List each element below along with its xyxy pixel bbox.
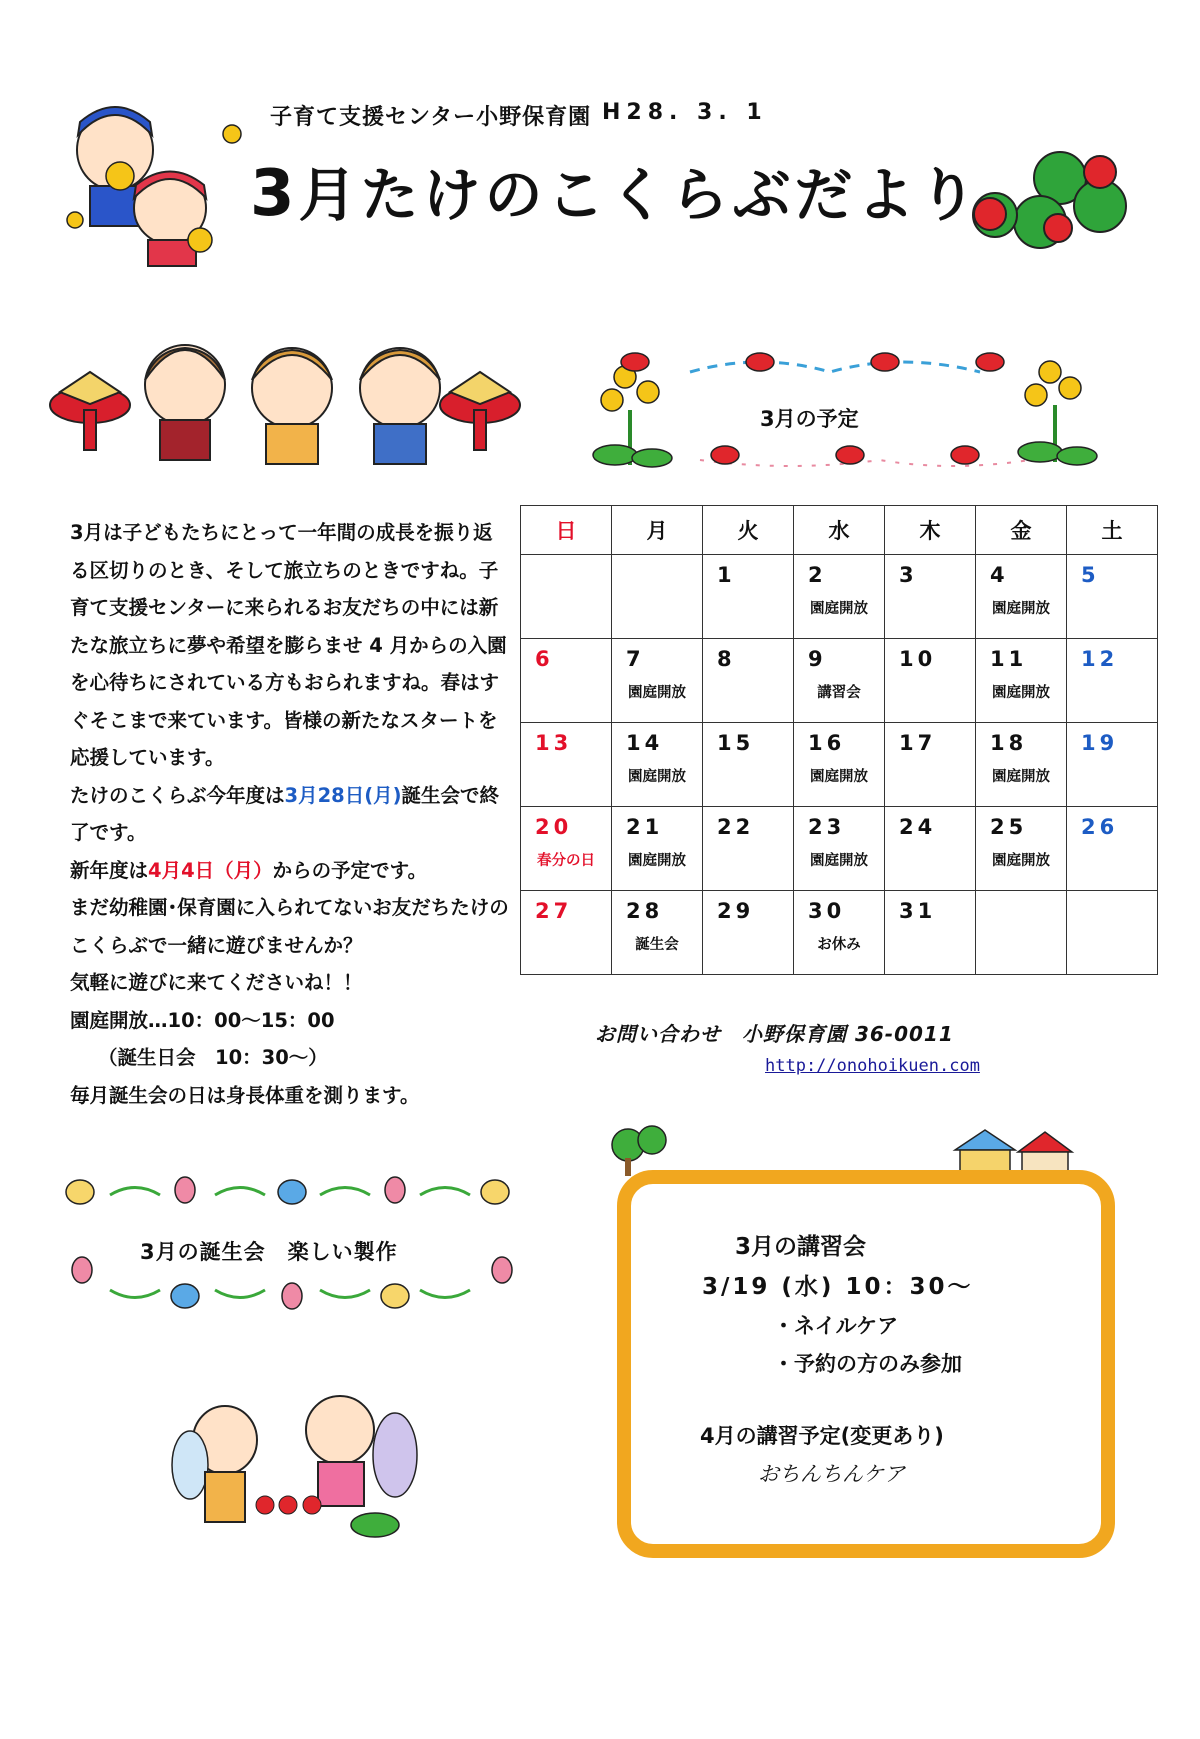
calendar-day-cell (703, 555, 794, 639)
day-number (1067, 891, 1157, 929)
start-date-prefix: 新年度は (70, 858, 149, 882)
calendar-day-cell (976, 555, 1067, 639)
day-number: 3 (899, 563, 918, 587)
bee-kids-illustration (172, 1396, 417, 1537)
day-note (703, 677, 793, 681)
calendar-day-cell (612, 639, 703, 723)
day-number: 15 (717, 731, 755, 755)
day-number: 19 (1081, 731, 1119, 755)
day-note (1067, 845, 1157, 849)
contact-info: お問い合わせ 小野保育園 36-0011 (595, 1022, 954, 1046)
day-note: 春分の日 (537, 853, 595, 869)
calendar-week-row (521, 723, 1158, 807)
calendar-day-cell (612, 723, 703, 807)
calendar (520, 505, 1158, 975)
calendar-day-cell (703, 807, 794, 891)
website-link[interactable]: http://onohoikuen.com (765, 1056, 980, 1076)
lecture-title: 3月の講習会 (735, 1234, 867, 1260)
birthday-label: 3月の誕生会 楽しい製作 (140, 1240, 398, 1264)
day-note (703, 845, 793, 849)
calendar-day-cell (1067, 723, 1158, 807)
day-note: 誕生会 (635, 937, 679, 953)
day-number (521, 555, 611, 593)
calendar-week-row (521, 555, 1158, 639)
measurement-note: 毎月誕生会の日は身長体重を測ります。 (70, 1083, 420, 1107)
weekday-header: 水 (794, 506, 885, 555)
day-note (703, 929, 793, 933)
intro-paragraph-2 (50, 777, 510, 852)
day-number: 16 (808, 731, 846, 755)
day-number: 18 (990, 731, 1028, 755)
end-date-suffix: 誕生会で終了です。 (70, 783, 500, 844)
calendar-day-cell (885, 807, 976, 891)
day-number: 4 (990, 563, 1009, 587)
day-number: 10 (899, 647, 937, 671)
day-number: 25 (990, 815, 1028, 839)
day-number: 24 (899, 815, 937, 839)
day-number: 17 (899, 731, 937, 755)
day-note (521, 761, 611, 765)
day-number: 28 (626, 899, 664, 923)
calendar-day-cell (521, 807, 612, 891)
kids-with-flowers-illustration (67, 107, 241, 266)
day-number: 22 (717, 815, 755, 839)
title-text: 月たけのこくらぶだより (298, 161, 981, 229)
next-lecture-title: 4月の講習予定(変更あり) (700, 1424, 944, 1448)
calendar-day-cell (1067, 555, 1158, 639)
day-note (1067, 761, 1157, 765)
calendar-day-cell (521, 723, 612, 807)
day-note: 園庭開放 (628, 769, 686, 785)
day-number: 20 (535, 815, 573, 839)
calendar-day-cell (885, 639, 976, 723)
day-note (1067, 929, 1157, 933)
organization-name: 子育て支援センター小野保育園 (270, 105, 592, 130)
issue-date: H28. 3. 1 (602, 100, 768, 125)
day-note (885, 593, 975, 597)
calendar-week-row (521, 807, 1158, 891)
day-note (612, 593, 702, 597)
day-note: 園庭開放 (992, 601, 1050, 617)
calendar-day-cell (885, 555, 976, 639)
calendar-day-cell (794, 807, 885, 891)
calendar-day-cell (703, 723, 794, 807)
day-note (885, 677, 975, 681)
calendar-day-cell (521, 639, 612, 723)
day-number: 30 (808, 899, 846, 923)
day-note (885, 845, 975, 849)
day-note: 園庭開放 (628, 685, 686, 701)
calendar-day-cell (794, 555, 885, 639)
day-number: 29 (717, 899, 755, 923)
day-note (1067, 677, 1157, 681)
day-note: 園庭開放 (810, 601, 868, 617)
intro-text (50, 514, 510, 1114)
day-note (976, 929, 1066, 933)
calendar-day-cell (976, 723, 1067, 807)
calendar-day-cell (1067, 807, 1158, 891)
title-month-number: 3 (250, 157, 299, 231)
calendar-day-cell (794, 891, 885, 975)
calendar-week-row (521, 639, 1158, 723)
day-number: 7 (626, 647, 645, 671)
day-number (612, 555, 702, 593)
day-note (703, 593, 793, 597)
calendar-day-cell (703, 639, 794, 723)
lecture-item: ・ネイルケア (773, 1314, 899, 1338)
clover-ladybug-illustration (973, 152, 1126, 248)
calendar-day-cell (703, 891, 794, 975)
day-number: 11 (990, 647, 1028, 671)
day-note (885, 929, 975, 933)
next-lecture-topic: おちんちんケア (758, 1462, 905, 1486)
day-note (521, 593, 611, 597)
open-garden-hours: 園庭開放…10：00～15：00 (70, 1008, 335, 1032)
weekday-header: 日 (521, 506, 612, 555)
intro-paragraph-1: 3月は子どもたちにとって一年間の成長を振り返る区切りのとき、そして旅立ちのときですね。子育て支援センターに来られるお友だちの中には新たな旅立ちに夢や希望を膨らませ 4 月からの入園を心待ちにされている方もおられますね。春はすぐそこまで来ています。皆様の新たなスタートを応援しています。 (70, 521, 507, 769)
end-date-prefix: たけのこくらぶ今年度は (70, 783, 285, 807)
calendar-week-row (521, 891, 1158, 975)
calendar-day-cell (976, 807, 1067, 891)
calendar-day-cell (521, 891, 612, 975)
day-number: 27 (535, 899, 573, 923)
day-number: 6 (535, 647, 554, 671)
day-number: 13 (535, 731, 573, 755)
day-number: 31 (899, 899, 937, 923)
day-number: 9 (808, 647, 827, 671)
calendar-day-cell (885, 723, 976, 807)
day-number: 2 (808, 563, 827, 587)
calendar-day-cell (976, 891, 1067, 975)
lecture-time: 3/19 (水) 10：30～ (702, 1274, 974, 1300)
weekday-header: 火 (703, 506, 794, 555)
intro-paragraph-4: まだ幼稚園･保育園に入られてないお友だちたけのこくらぶで一緒に遊びませんか？ (70, 896, 509, 957)
start-date-suffix: からの予定です。 (272, 858, 428, 882)
schedule-label: 3月の予定 (760, 407, 859, 431)
day-note: 園庭開放 (810, 769, 868, 785)
calendar-day-cell (1067, 639, 1158, 723)
day-note: お休み (817, 937, 861, 953)
calendar-day-cell (885, 891, 976, 975)
day-number: 14 (626, 731, 664, 755)
day-number: 5 (1081, 563, 1100, 587)
lecture-item: ・予約の方のみ参加 (773, 1352, 962, 1376)
start-date: 4月4日（月） (148, 858, 273, 882)
day-note: 園庭開放 (992, 769, 1050, 785)
weekday-header: 土 (1067, 506, 1158, 555)
day-note (521, 929, 611, 933)
page-title (250, 148, 981, 232)
calendar-day-cell (794, 723, 885, 807)
calendar-day-cell (612, 807, 703, 891)
day-number (976, 891, 1066, 929)
end-date: 3月28日(月) (284, 783, 402, 807)
day-note (703, 761, 793, 765)
day-number: 26 (1081, 815, 1119, 839)
calendar-day-cell (612, 891, 703, 975)
day-number: 23 (808, 815, 846, 839)
calendar-day-cell (1067, 891, 1158, 975)
day-note (521, 677, 611, 681)
weekday-header: 木 (885, 506, 976, 555)
day-note (885, 761, 975, 765)
hinamatsuri-illustration (50, 345, 520, 464)
day-number: 21 (626, 815, 664, 839)
day-note: 講習会 (817, 685, 861, 701)
birthday-party-time: （誕生日会 10：30～） (98, 1046, 328, 1069)
calendar-day-cell (612, 555, 703, 639)
weekday-header: 月 (612, 506, 703, 555)
intro-paragraph-5: 気軽に遊びに来てくださいね！！ (70, 971, 363, 994)
calendar-day-cell (976, 639, 1067, 723)
day-note (1067, 593, 1157, 597)
calendar-day-cell (521, 555, 612, 639)
calendar-header-row (521, 506, 1158, 555)
calendar-day-cell (794, 639, 885, 723)
trees-houses-illustration (612, 1126, 1072, 1176)
day-number: 1 (717, 563, 736, 587)
intro-paragraph-3 (50, 852, 510, 890)
day-note: 園庭開放 (810, 853, 868, 869)
day-number: 12 (1081, 647, 1119, 671)
day-note: 園庭開放 (992, 853, 1050, 869)
day-note: 園庭開放 (992, 685, 1050, 701)
weekday-header: 金 (976, 506, 1067, 555)
day-number: 8 (717, 647, 736, 671)
day-note: 園庭開放 (628, 853, 686, 869)
